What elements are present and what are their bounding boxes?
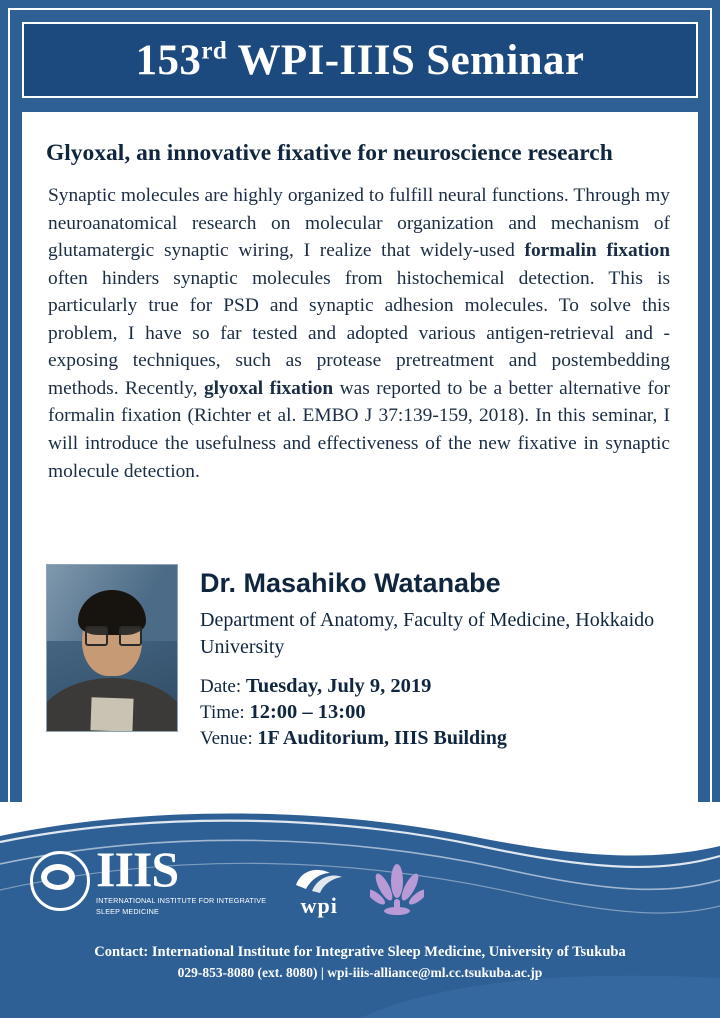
date-label: Date: <box>200 676 242 697</box>
contact-footer <box>0 944 720 981</box>
photo-glasses-right <box>119 626 143 647</box>
speaker-info <box>200 564 686 753</box>
photo-collar <box>91 697 134 732</box>
poster-title-banner <box>22 22 698 98</box>
speaker-photo <box>46 564 178 732</box>
abstract-part-3: was reported to be a better alternative for formalin fixation (Richter et al. EMBO J 37:139-159, 2018). In this seminar, I will introduce the usefulness and effectiveness of the new fixative in synaptic molecule detection. <box>48 377 670 482</box>
abstract-bold-1: formalin fixation <box>524 240 671 262</box>
wpi-swoosh-icon <box>292 865 346 895</box>
contact-line-1: Contact: International Institute for Integrative Sleep Medicine, University of Tsukuba <box>94 944 626 960</box>
seminar-subject-title: Glyoxal, an innovative fixative for neuroscience research <box>46 140 613 166</box>
time-value: 12:00 – 13:00 <box>249 701 366 723</box>
poster-title <box>136 36 585 85</box>
detail-date <box>200 675 686 698</box>
venue-label: Venue: <box>200 728 253 749</box>
poster-content-card <box>22 112 698 802</box>
sleeping-sheep-icon <box>30 851 90 911</box>
detail-venue <box>200 727 686 750</box>
date-value: Tuesday, July 9, 2019 <box>245 675 432 697</box>
detail-time <box>200 701 686 724</box>
seminar-abstract <box>48 182 670 485</box>
tsukuba-crest-icon <box>370 861 424 917</box>
speaker-affiliation: Department of Anatomy, Faculty of Medicine, Hokkaido University <box>200 609 655 658</box>
footer-logos <box>30 841 424 918</box>
abstract-bold-2: glyoxal fixation <box>203 377 334 399</box>
seminar-number: 153 <box>135 36 202 84</box>
iiis-wordmark: IIIS <box>96 841 179 897</box>
wpi-wordmark: wpi <box>300 892 338 918</box>
abstract-part-1: Synaptic molecules are highly organized to fulfill neural functions. Through my neuroanatomical research on molecular organization and mechanism of glutamatergic synaptic wiring, I realize that widely-used <box>48 185 670 262</box>
seminar-number-ordinal: rd <box>201 37 228 65</box>
iiis-subtitle-line-2: SLEEP MEDICINE <box>96 907 159 917</box>
venue-value: 1F Auditorium, IIIS Building <box>257 727 507 749</box>
photo-glasses-left <box>85 626 109 647</box>
time-label: Time: <box>200 702 245 723</box>
seminar-title-rest: WPI-IIIS Seminar <box>227 36 585 84</box>
abstract-part-2: often hinders synaptic molecules from histochemical detection. This is particularly true for PSD and synaptic adhesion molecules. To solve this problem, I have so far tested and adopted various antigen-retrieval and -exposing techniques, such as protease pretreatment and postembedding methods. Recently, <box>48 267 670 399</box>
iiis-subtitle-line-1: INTERNATIONAL INSTITUTE FOR INTEGRATIVE <box>96 895 267 905</box>
contact-line-2: 029-853-8080 (ext. 8080) | wpi-iiis-alliance@ml.cc.tsukuba.ac.jp <box>177 965 543 980</box>
iiis-logo <box>30 841 267 917</box>
speaker-block <box>46 564 686 753</box>
speaker-name: Dr. Masahiko Watanabe <box>200 568 501 598</box>
wpi-logo <box>292 865 346 917</box>
